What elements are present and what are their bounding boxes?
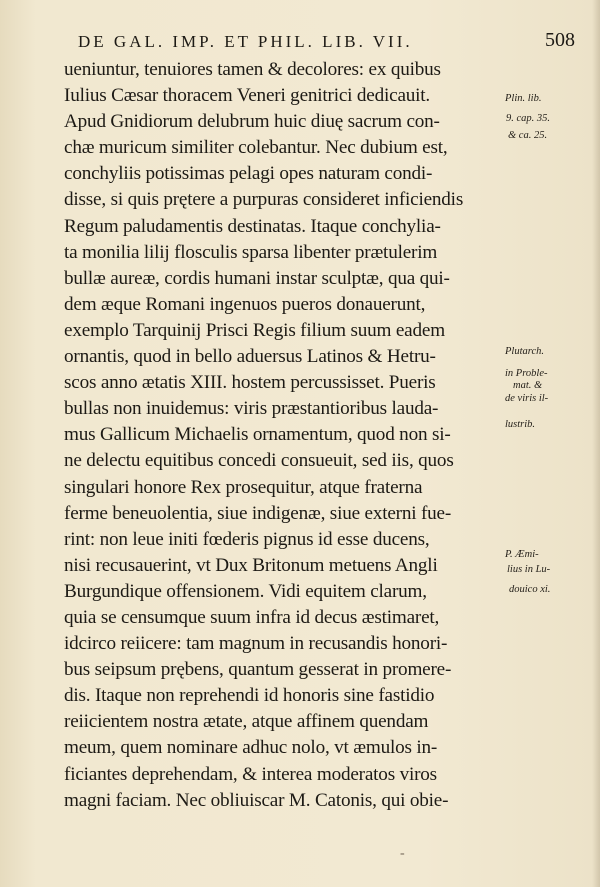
text-line: Apud Gnidiorum delubrum huic diuę sacrum con- [64, 111, 440, 133]
text-line: bullas non inuidemus: viris præstantioribus lauda- [64, 398, 439, 420]
margin-note: Plin. lib. [505, 93, 542, 104]
margin-note: & ca. 25. [508, 130, 548, 141]
body-text [64, 57, 500, 814]
footer-mark: - [400, 846, 405, 861]
text-line: Burgundique offensionem. Vidi equitem clarum, [64, 580, 427, 602]
running-head: DE GAL. IMP. ET PHIL. LIB. VII. [78, 32, 413, 51]
text-line: rint: non leue initi fœderis pignus id esse ducens, [64, 528, 430, 550]
text-line: ficiantes deprehendam, & interea moderatos viros [64, 763, 437, 785]
margin-note: de viris il- [505, 393, 549, 404]
text-line: singulari honore Rex prosequitur, atque fraterna [64, 476, 423, 498]
text-line: dem æque Romani ingenuos pueros donauerunt, [64, 293, 426, 315]
margin-note: lustrib. [505, 419, 536, 430]
text-line: ferme beneuolentia, siue indigenæ, siue externi fue- [64, 502, 452, 524]
text-line: mus Gallicum Michaelis ornamentum, quod non si- [64, 424, 451, 446]
text-line: chæ muricum similiter colebantur. Nec dubium est, [64, 137, 448, 159]
text-line: conchyliis potissimas pelagi opes naturam condi- [64, 163, 433, 185]
text-line: dis. Itaque non reprehendi id honoris sine fastidio [64, 685, 435, 707]
margin-note: mat. & [513, 380, 543, 391]
text-line: magni faciam. Nec obliuiscar M. Catonis, qui obie- [64, 789, 449, 811]
text-line: reiicientem nostra ætate, atque affinem quendam [64, 711, 429, 733]
margin-note: Plutarch. [505, 346, 544, 357]
margin-note: lius in Lu- [507, 564, 551, 575]
text-line: Iulius Cæsar thoracem Veneri genitrici dedicauit. [64, 85, 431, 107]
text-line: meum, quem nominare adhuc nolo, vt æmulos in- [64, 737, 438, 759]
text-line: ornantis, quod in bello aduersus Latinos & Hetru- [64, 346, 436, 368]
text-line: bullæ aureæ, cordis humani instar sculptæ, qua qui- [64, 267, 450, 289]
page-header [70, 29, 575, 56]
text-line: exemplo Tarquinij Prisci Regis filium suum eadem [64, 319, 445, 341]
text-line: idcirco reiicere: tam magnum in recusandis honori- [64, 633, 448, 655]
text-line: scos anno ætatis XIII. hostem percussisset. Pueris [64, 372, 436, 394]
margin-note: in Proble- [505, 368, 548, 379]
margin-note: 9. cap. 35. [506, 113, 551, 124]
text-line: ne delectu equitibus concedi consueuit, sed iis, quos [64, 450, 454, 472]
page-number: 508 [545, 29, 575, 51]
text-line: ta monilia lilij flosculis sparsa libenter prætulerim [64, 241, 438, 263]
text-line: nisi recusauerint, vt Dux Britonum metuens Angli [64, 554, 438, 576]
margin-note: P. Æmi- [505, 549, 539, 560]
text-line: ueniuntur, tenuiores tamen & decolores: ex quibus [64, 59, 441, 80]
text-line: disse, si quis prętere a purpuras consideret inficiendis [64, 189, 464, 211]
text-line: Regum paludamentis destinatas. Itaque conchylia- [64, 215, 441, 237]
page-edge-shadow [592, 0, 600, 887]
margin-note: douico xi. [509, 584, 551, 595]
text-line: bus seipsum prębens, quantum gesserat in promere- [64, 659, 452, 681]
text-line: quia se censumque suum infra id decus æstimaret, [64, 606, 440, 628]
